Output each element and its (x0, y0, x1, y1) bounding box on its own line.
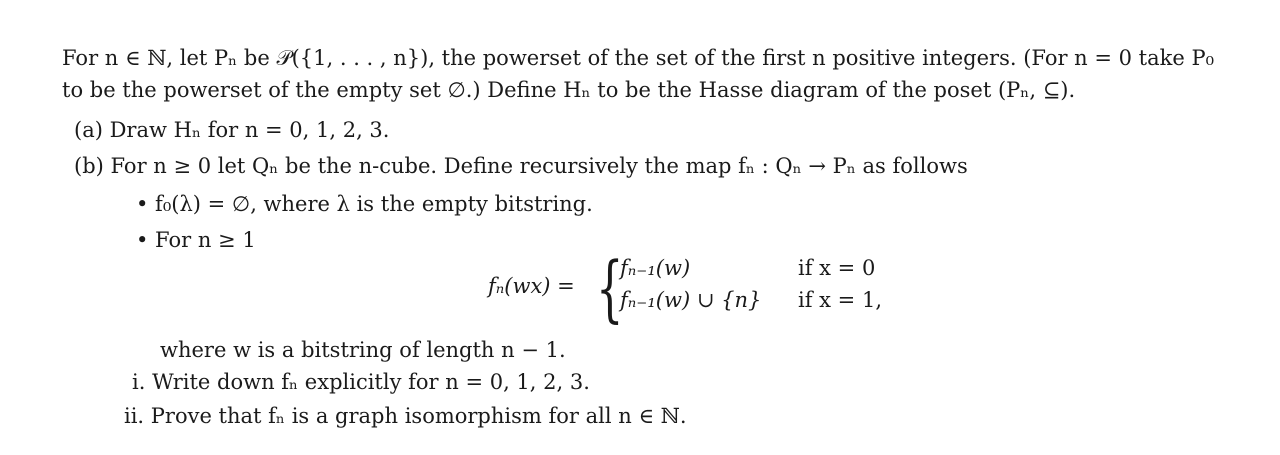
sub-item-i: i. Write down fₙ explicitly for n = 0, 1, 2, 3. (132, 370, 590, 394)
part-b: (b) For n ≥ 0 let Qₙ be the n-cube. Define recursively the map fₙ : Qₙ → Pₙ as follows (74, 154, 968, 178)
intro-line-2: to be the powerset of the empty set ∅.) Define Hₙ to be the Hasse diagram of the poset (Pₙ, ⊆). (62, 78, 1076, 102)
case-2-value: fₙ₋₁(w) ∪ {n} (620, 288, 762, 312)
intro-line-1: For n ∈ ℕ, let Pₙ be 𝒫({1, . . . , n}), the powerset of the set of the first n positive integers. (For n = 0 take P₀ (62, 46, 1215, 70)
piecewise-formula (488, 246, 908, 332)
case-1-condition: if x = 0 (798, 256, 876, 280)
part-a: (a) Draw Hₙ for n = 0, 1, 2, 3. (74, 118, 390, 142)
formula-lhs: fₙ(wx) = (488, 274, 575, 298)
where-clause: where w is a bitstring of length n − 1. (160, 338, 566, 362)
bullet-1: • f₀(λ) = ∅, where λ is the empty bitstring. (136, 192, 593, 216)
sub-item-ii: ii. Prove that fₙ is a graph isomorphism for all n ∈ ℕ. (124, 404, 687, 428)
left-brace: { (596, 246, 624, 330)
case-2-condition: if x = 1, (798, 288, 882, 312)
case-1-value: fₙ₋₁(w) (620, 256, 691, 280)
bullet-2: • For n ≥ 1 (136, 228, 256, 252)
